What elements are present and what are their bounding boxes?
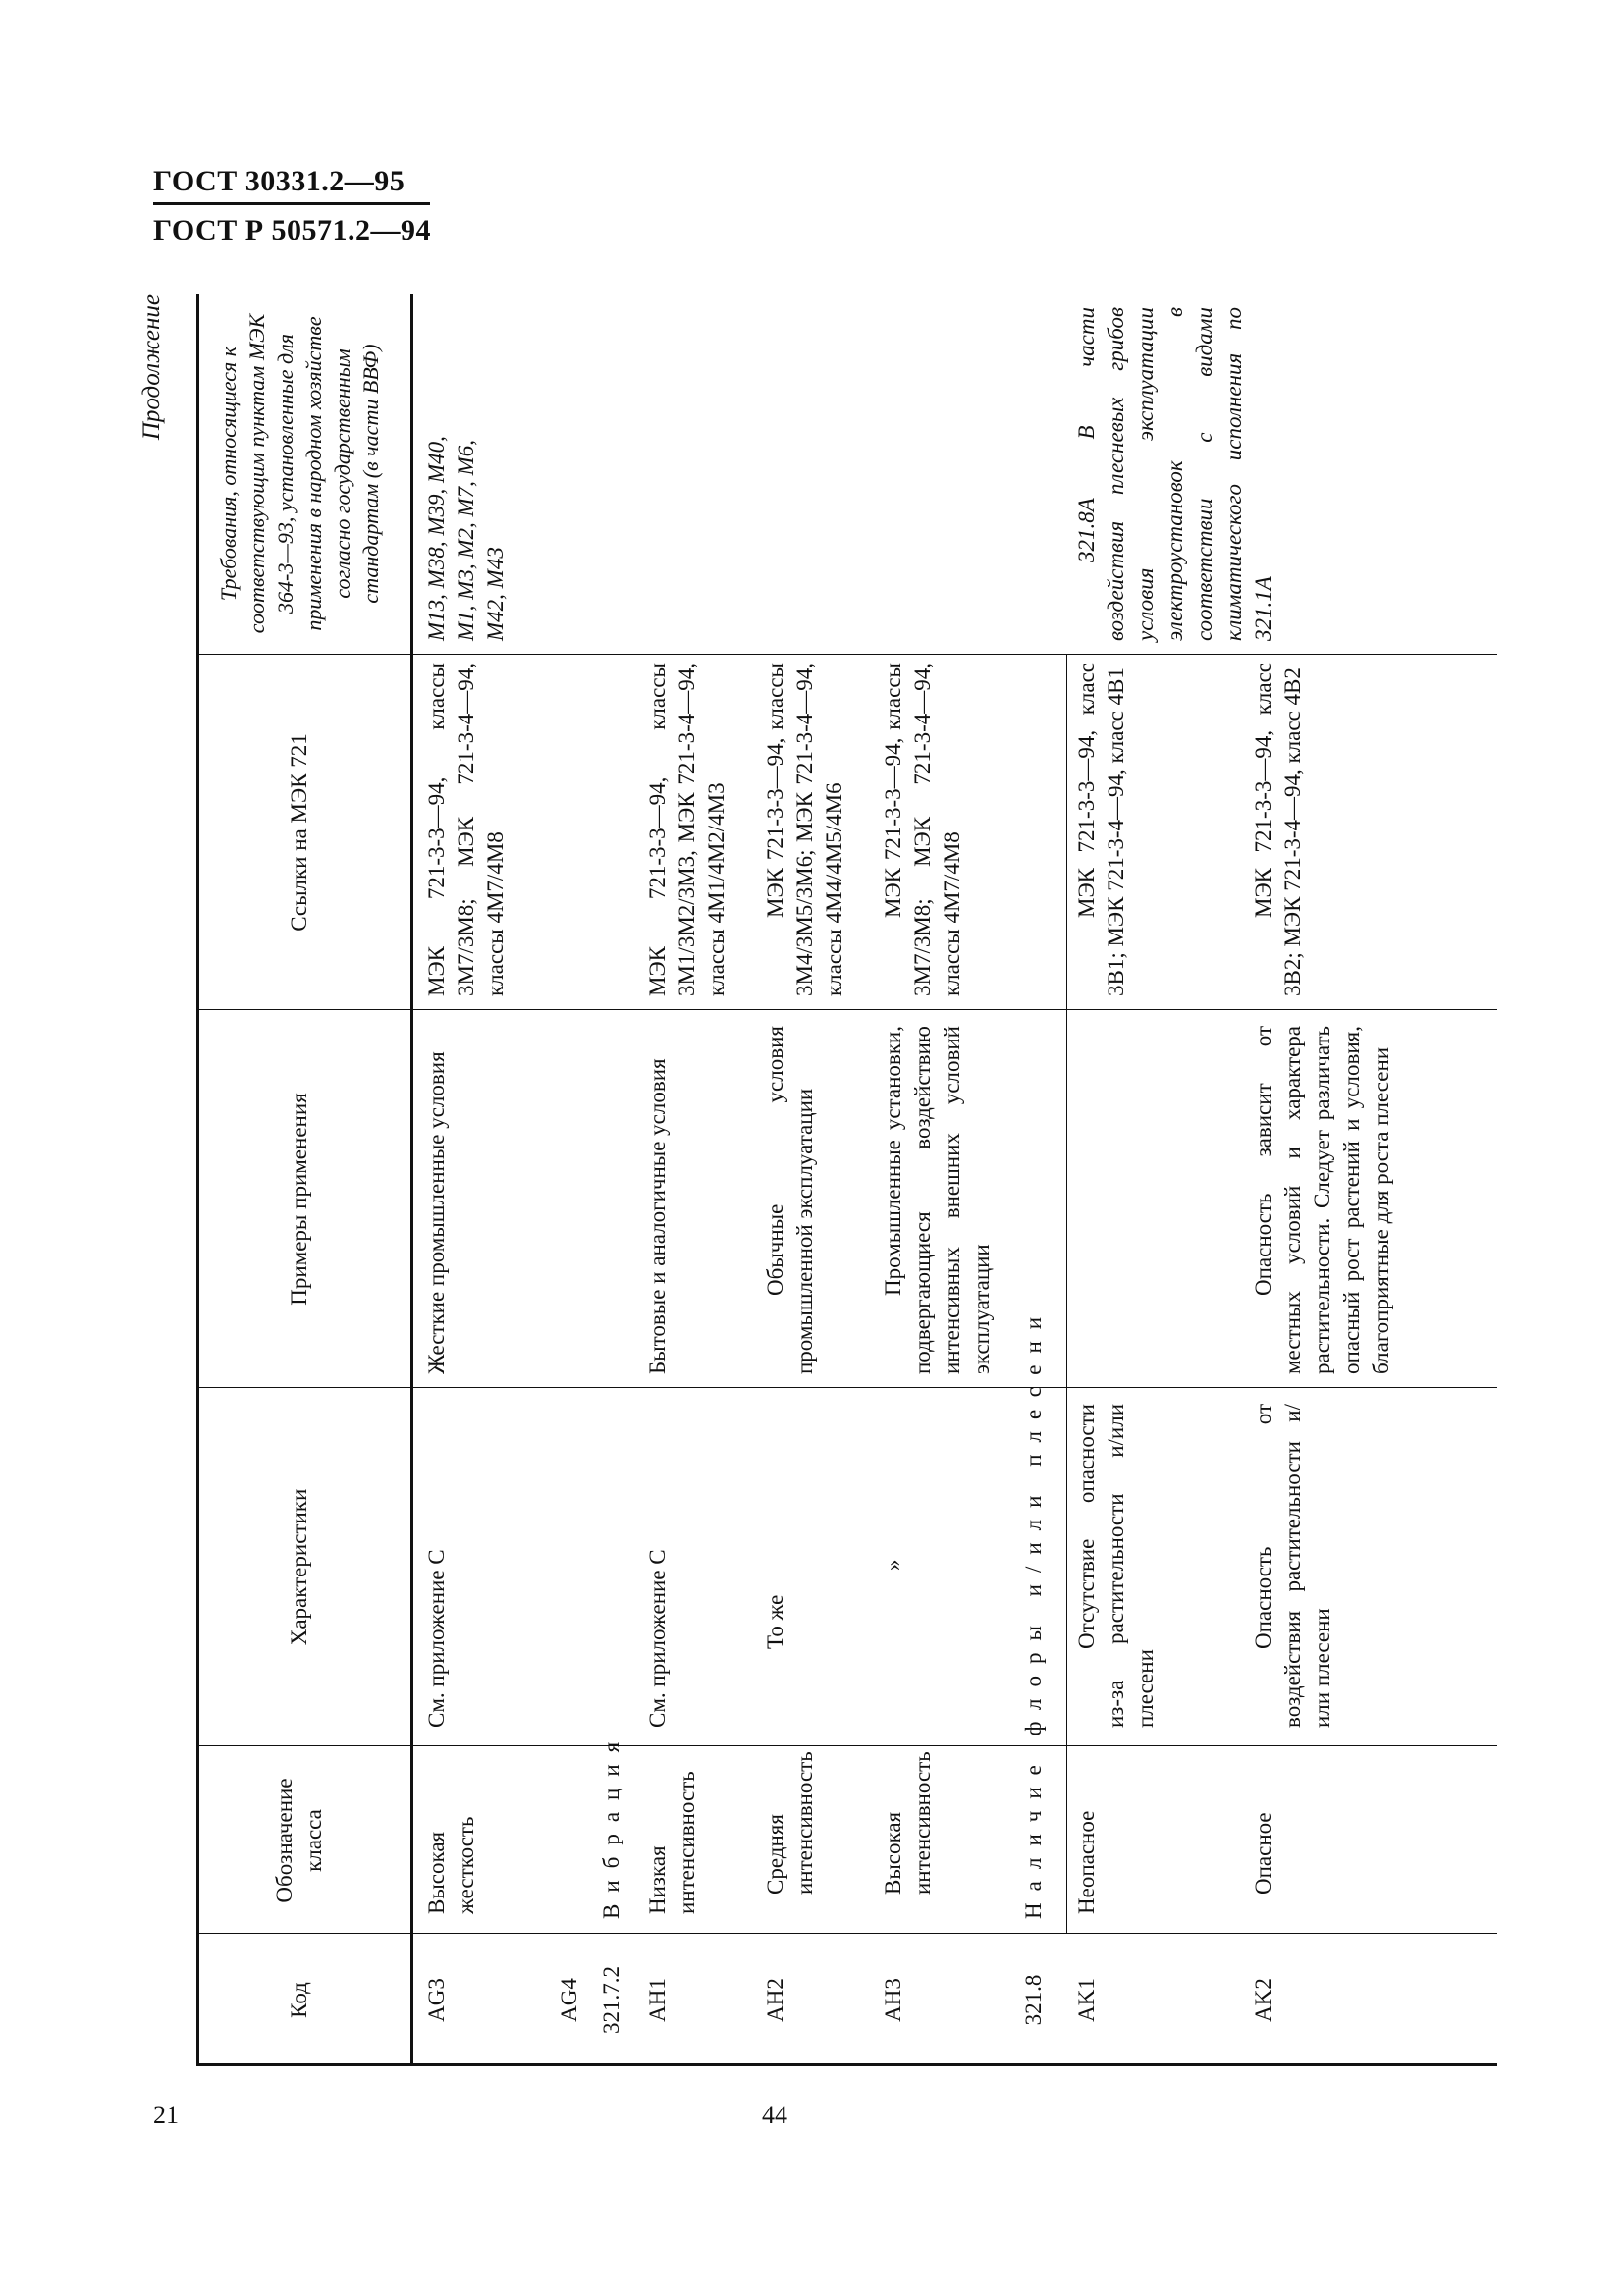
header-bottom-rule — [410, 294, 413, 2066]
row-ak1-class: Неопасное — [1074, 1810, 1099, 1914]
table-top-rule — [196, 294, 199, 2066]
row-ak1-req: 321.8А В части воздействия плесневых грибов условия эксплуатации электроустановок в соответствии с видами климатического исполнения по 321.1А — [1074, 307, 1275, 641]
col-rule-1 — [196, 1933, 1497, 1934]
row-ak2-examples: Опасность зависит от местных условий и характера растительности. Следует различать опасный рост растений и условия, благоприятные для роста плесени — [1251, 1026, 1393, 1374]
row-ah1-iec: МЭК 721-3-3—94, классы 3М1/3М2/3М3, МЭК 721-3-4—94, классы 4М1/4М2/4М3 — [645, 663, 729, 996]
gost-number-2: ГОСТ Р 50571.2—94 — [153, 214, 432, 246]
row-ah1-class: Низкая интенсивность — [645, 1771, 699, 1914]
row-ag3-code: AG3 — [424, 1978, 449, 2022]
col-rule-5 — [196, 654, 1497, 655]
row-ah3-char: » — [881, 1559, 905, 1571]
section-flora-title: Наличие флоры и/или плесени — [1021, 1305, 1046, 1919]
col-header-code: Код — [287, 1982, 311, 2018]
gost-number-1: ГОСТ 30331.2—95 — [153, 165, 406, 197]
row-ak2-iec: МЭК 721-3-3—94, класс 3В2; МЭК 721-3-4—94, класс 4В2 — [1251, 663, 1305, 996]
row-ah2-examples: Обычные условия промышленной эксплуатации — [763, 1026, 817, 1374]
col-header-class: Обозначение класса — [272, 1778, 326, 1903]
row-ag3-examples: Жесткие промышленные условия — [424, 1051, 449, 1374]
table-left-rule — [196, 2063, 1497, 2066]
row-ak2-char: Опасность от воздействия растительности и/или плесени — [1251, 1404, 1334, 1728]
row-ag3-iec: МЭК 721-3-3—94, классы 3М7/3М8; МЭК 721-3-4—94, классы 4М7/4М8 — [424, 663, 508, 996]
row-ah3-code: AH3 — [881, 1978, 905, 2022]
row-ag4-code: AG4 — [557, 1978, 581, 2022]
col-header-iec: Ссылки на МЭК 721 — [287, 733, 311, 932]
row-ak1-iec: МЭК 721-3-3—94, класс 3В1; МЭК 721-3-4—94, класс 4В1 — [1074, 663, 1128, 996]
row-ak2-class: Опасное — [1251, 1812, 1275, 1895]
row-ah2-iec: МЭК 721-3-3—94, классы 3М4/3М5/3М6; МЭК 721-3-4—94, классы 4М4/4М5/4М6 — [763, 663, 846, 996]
continuation-label: Продолжение — [138, 294, 165, 441]
header-rule — [153, 202, 430, 205]
col-header-req: Требования, относящиеся к соответствующим пунктам МЭК 364-3—93, установленные для применения в народном хозяйстве согласно государственным стандартам (в части ВВФ) — [216, 313, 383, 634]
row-ak1-code: AK1 — [1074, 1978, 1099, 2022]
col-rule-3 — [196, 1387, 1497, 1388]
section-vibration-title: Вибрация — [599, 1730, 623, 1919]
row-ah3-examples: Промышленные установки, подвергающиеся воздействию интенсивных внешних условий эксплуатации — [881, 1026, 994, 1374]
row-ah2-class: Средняя интенсивность — [763, 1751, 817, 1895]
col-rule-2 — [196, 1745, 1497, 1746]
rotated-table — [138, 294, 1497, 2066]
row-ak1-char: Отсутствие опасности из-за растительности и/или плесени — [1074, 1404, 1158, 1728]
row-ah3-class: Высокая интенсивность — [881, 1751, 935, 1895]
page-number-center: 44 — [762, 2101, 787, 2129]
col-rule-4 — [196, 1009, 1497, 1010]
section-flora-number: 321.8 — [1021, 1974, 1046, 2026]
row-ag3-class: Высокая жесткость — [424, 1816, 478, 1914]
row-ah1-examples: Бытовые и аналогичные условия — [645, 1058, 670, 1374]
row-ah1-char: См. приложение С — [645, 1549, 670, 1728]
col-header-examples: Примеры применения — [287, 1093, 311, 1306]
section-vibration-number: 321.7.2 — [599, 1966, 623, 2034]
page-number-left: 21 — [153, 2101, 179, 2129]
ah-group-rule — [636, 655, 637, 2066]
row-ah2-char: То же — [763, 1594, 787, 1649]
row-ag3-char: См. приложение С — [424, 1549, 449, 1728]
ak-group-rule — [1066, 655, 1067, 1934]
row-ah3-iec: МЭК 721-3-3—94, классы 3М7/3М8; МЭК 721-3-4—94, классы 4М7/4М8 — [881, 663, 964, 996]
row-ah1-code: AH1 — [645, 1978, 670, 2022]
col-header-char: Характеристики — [287, 1488, 311, 1646]
row-ag3-req: М13, М38, М39, М40, М1, М3, М2, М7, М6, М42, М43 — [424, 436, 508, 641]
row-ah2-code: AH2 — [763, 1978, 787, 2022]
row-ak2-code: AK2 — [1251, 1978, 1275, 2022]
